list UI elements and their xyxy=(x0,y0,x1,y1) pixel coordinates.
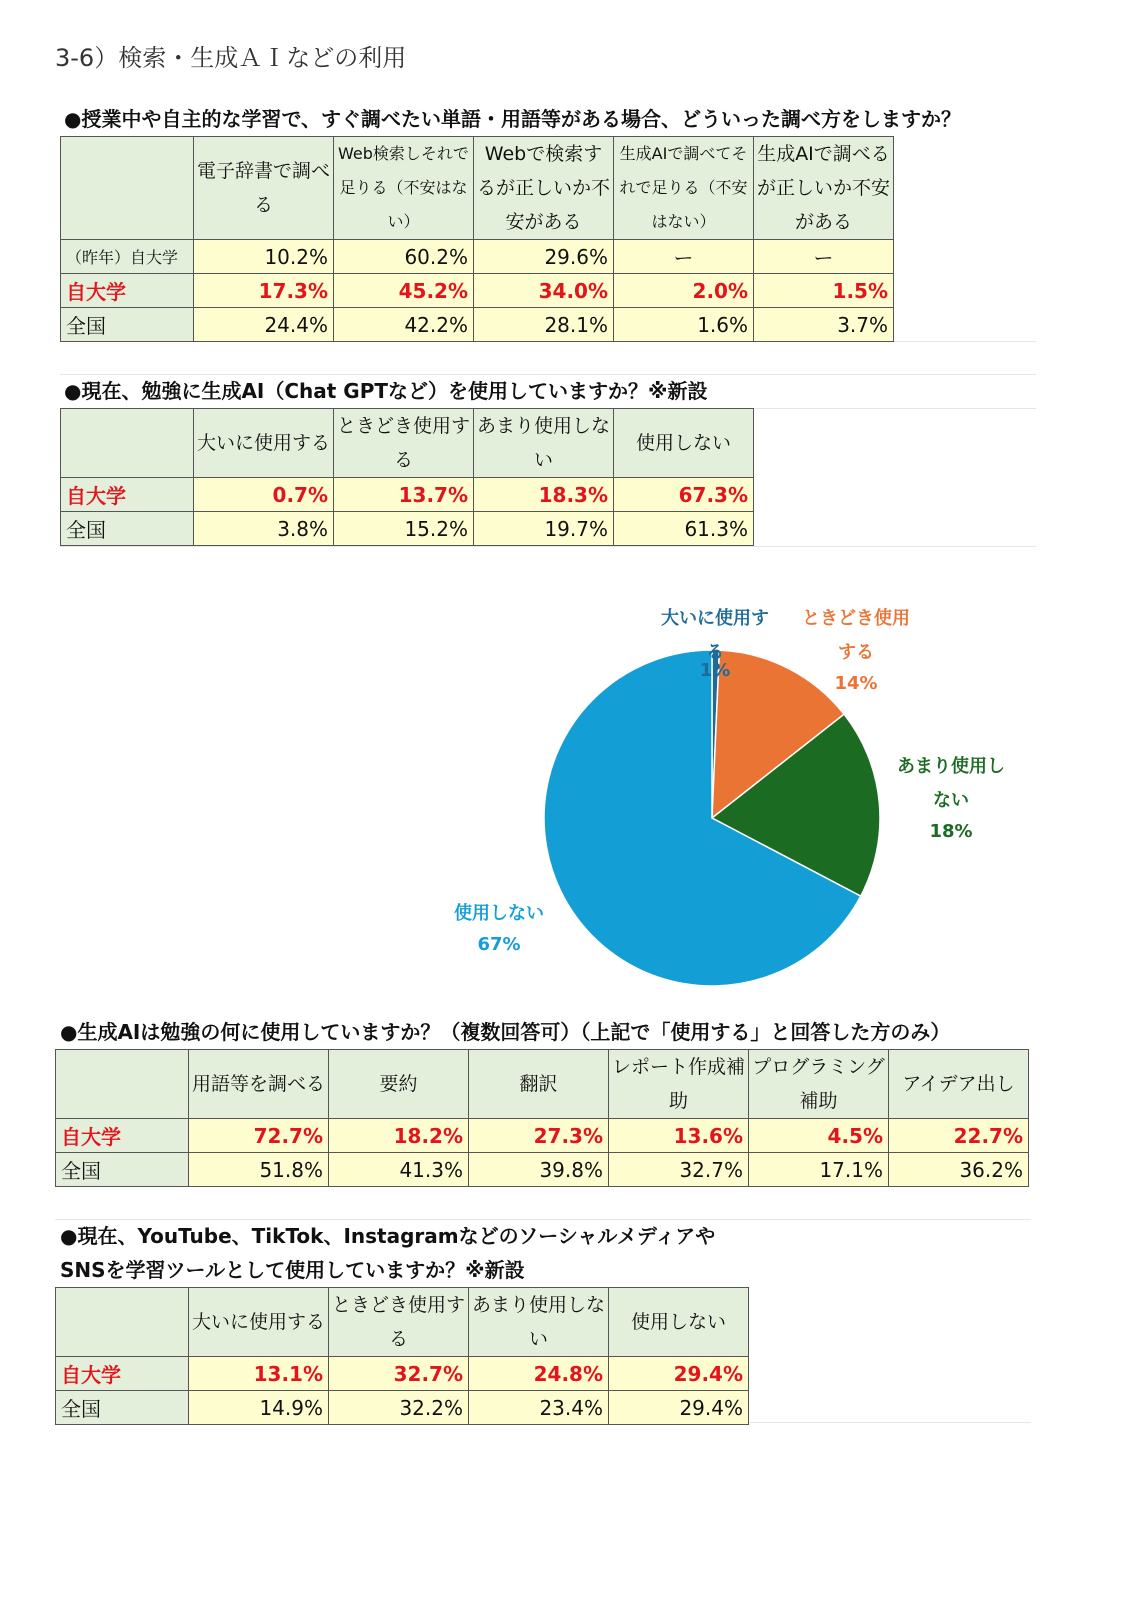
cell-value: 3.8% xyxy=(194,512,334,546)
cell-value: 23.4% xyxy=(469,1391,609,1425)
cell-value: 14.9% xyxy=(189,1391,329,1425)
row-label: 自大学 xyxy=(61,478,194,512)
column-header: ときどき使用する xyxy=(329,1288,469,1357)
cell-value: 1.5% xyxy=(754,274,894,308)
cell-value: 67.3% xyxy=(614,478,754,512)
row-label: 全国 xyxy=(61,308,194,342)
cell-value: 45.2% xyxy=(334,274,474,308)
cell-value: 42.2% xyxy=(334,308,474,342)
table-ai-purpose xyxy=(55,1049,1029,1187)
cell-value: 36.2% xyxy=(889,1153,1029,1187)
row-label: 自大学 xyxy=(56,1119,189,1153)
pie-label-text: ときどき使用する xyxy=(802,608,910,663)
table-header-row xyxy=(61,409,754,478)
column-header: プログラミング補助 xyxy=(749,1050,889,1119)
grid-line xyxy=(60,546,1036,547)
table-row xyxy=(56,1153,1029,1187)
cell-value: 2.0% xyxy=(614,274,754,308)
pie-label-never xyxy=(447,897,551,959)
cell-value: 29.4% xyxy=(609,1357,749,1391)
row-label: （昨年）自大学 xyxy=(61,240,194,274)
cell-value: 15.2% xyxy=(334,512,474,546)
table-row xyxy=(61,240,894,274)
cell-value: 18.3% xyxy=(474,478,614,512)
column-header: 電子辞書で調べる xyxy=(194,137,334,240)
cell-value: 28.1% xyxy=(474,308,614,342)
cell-value: 29.4% xyxy=(609,1391,749,1425)
column-header: 大いに使用する xyxy=(189,1288,329,1357)
grid-line xyxy=(754,408,1036,409)
cell-value: 29.6% xyxy=(474,240,614,274)
column-header: 用語等を調べる xyxy=(189,1050,329,1119)
column-header: レポート作成補助 xyxy=(609,1050,749,1119)
pie-label-text: 使用しない xyxy=(454,903,544,924)
cell-value: 24.8% xyxy=(469,1357,609,1391)
cell-value: 41.3% xyxy=(329,1153,469,1187)
cell-value: 24.4% xyxy=(194,308,334,342)
table-ai-usage xyxy=(60,408,754,546)
table-row xyxy=(61,478,754,512)
table-row xyxy=(56,1119,1029,1153)
cell-value: 17.1% xyxy=(749,1153,889,1187)
cell-value: ー xyxy=(754,240,894,274)
row-label: 全国 xyxy=(56,1153,189,1187)
column-header: Webで検索するが正しいか不安がある xyxy=(474,137,614,240)
question-sns-usage: ●現在、YouTube、TikTok、Instagramなどのソーシャルメディアや SNSを学習ツールとして使用していますか？※新設 xyxy=(60,1224,716,1282)
cell-value: 32.2% xyxy=(329,1391,469,1425)
pie-label-text: 大いに使用する xyxy=(661,608,769,663)
cell-value: 19.7% xyxy=(474,512,614,546)
column-header: 生成AIで調べてそれで足りる（不安はない） xyxy=(614,137,754,240)
table-header-row xyxy=(61,137,894,240)
cell-value: 39.8% xyxy=(469,1153,609,1187)
pie-label-percent: 67% xyxy=(477,934,521,955)
column-header: Web検索しそれで足りる（不安はない） xyxy=(334,137,474,240)
cell-value: 1.6% xyxy=(614,308,754,342)
pie-label-text: あまり使用しない xyxy=(897,756,1005,811)
question-ai-purpose: ●生成AIは勉強の何に使用していますか？（複数回答可）（上記で「使用する」と回答した方のみ） xyxy=(60,1020,951,1044)
table-sns-usage xyxy=(55,1287,749,1425)
column-header: アイデア出し xyxy=(889,1050,1029,1119)
cell-value: 3.7% xyxy=(754,308,894,342)
column-header: あまり使用しない xyxy=(474,409,614,478)
header-corner xyxy=(56,1288,189,1357)
table-row xyxy=(56,1391,749,1425)
question-search-method: ●授業中や自主的な学習で、すぐ調べたい単語・用語等がある場合、どういった調べ方をしますか？ xyxy=(64,107,962,131)
cell-value: 61.3% xyxy=(614,512,754,546)
cell-value: ー xyxy=(614,240,754,274)
cell-value: 27.3% xyxy=(469,1119,609,1153)
table-row xyxy=(56,1357,749,1391)
table-row xyxy=(61,274,894,308)
cell-value: 0.7% xyxy=(194,478,334,512)
pie-label-heavy xyxy=(655,602,775,688)
table-row xyxy=(61,308,894,342)
cell-value: 51.8% xyxy=(189,1153,329,1187)
column-header: 使用しない xyxy=(614,409,754,478)
page-title: 3-6）検索・生成ＡＩなどの利用 xyxy=(55,44,407,72)
pie-label-rarely xyxy=(890,750,1012,846)
column-header: 使用しない xyxy=(609,1288,749,1357)
pie-label-percent: 1% xyxy=(699,660,731,681)
cell-value: 4.5% xyxy=(749,1119,889,1153)
column-header: 大いに使用する xyxy=(194,409,334,478)
pie-label-sometimes xyxy=(795,602,917,698)
cell-value: 32.7% xyxy=(609,1153,749,1187)
row-label: 自大学 xyxy=(56,1357,189,1391)
cell-value: 60.2% xyxy=(334,240,474,274)
cell-value: 13.7% xyxy=(334,478,474,512)
cell-value: 10.2% xyxy=(194,240,334,274)
row-label: 全国 xyxy=(56,1391,189,1425)
table-row xyxy=(61,512,754,546)
column-header: あまり使用しない xyxy=(469,1288,609,1357)
table-header-row xyxy=(56,1050,1029,1119)
question-ai-usage: ●現在、勉強に生成AI（Chat GPTなど）を使用していますか？※新設 xyxy=(64,379,708,403)
cell-value: 13.6% xyxy=(609,1119,749,1153)
pie-label-percent: 14% xyxy=(834,673,878,694)
cell-value: 34.0% xyxy=(474,274,614,308)
cell-value: 17.3% xyxy=(194,274,334,308)
cell-value: 22.7% xyxy=(889,1119,1029,1153)
row-label: 全国 xyxy=(61,512,194,546)
pie-label-percent: 18% xyxy=(929,821,973,842)
column-header: 生成AIで調べるが正しいか不安がある xyxy=(754,137,894,240)
header-corner xyxy=(56,1050,189,1119)
table-search-method xyxy=(60,136,894,342)
column-header: ときどき使用する xyxy=(334,409,474,478)
cell-value: 13.1% xyxy=(189,1357,329,1391)
column-header: 要約 xyxy=(329,1050,469,1119)
cell-value: 72.7% xyxy=(189,1119,329,1153)
cell-value: 32.7% xyxy=(329,1357,469,1391)
column-header: 翻訳 xyxy=(469,1050,609,1119)
table-header-row xyxy=(56,1288,749,1357)
row-label: 自大学 xyxy=(61,274,194,308)
cell-value: 18.2% xyxy=(329,1119,469,1153)
header-corner xyxy=(61,137,194,240)
header-corner xyxy=(61,409,194,478)
